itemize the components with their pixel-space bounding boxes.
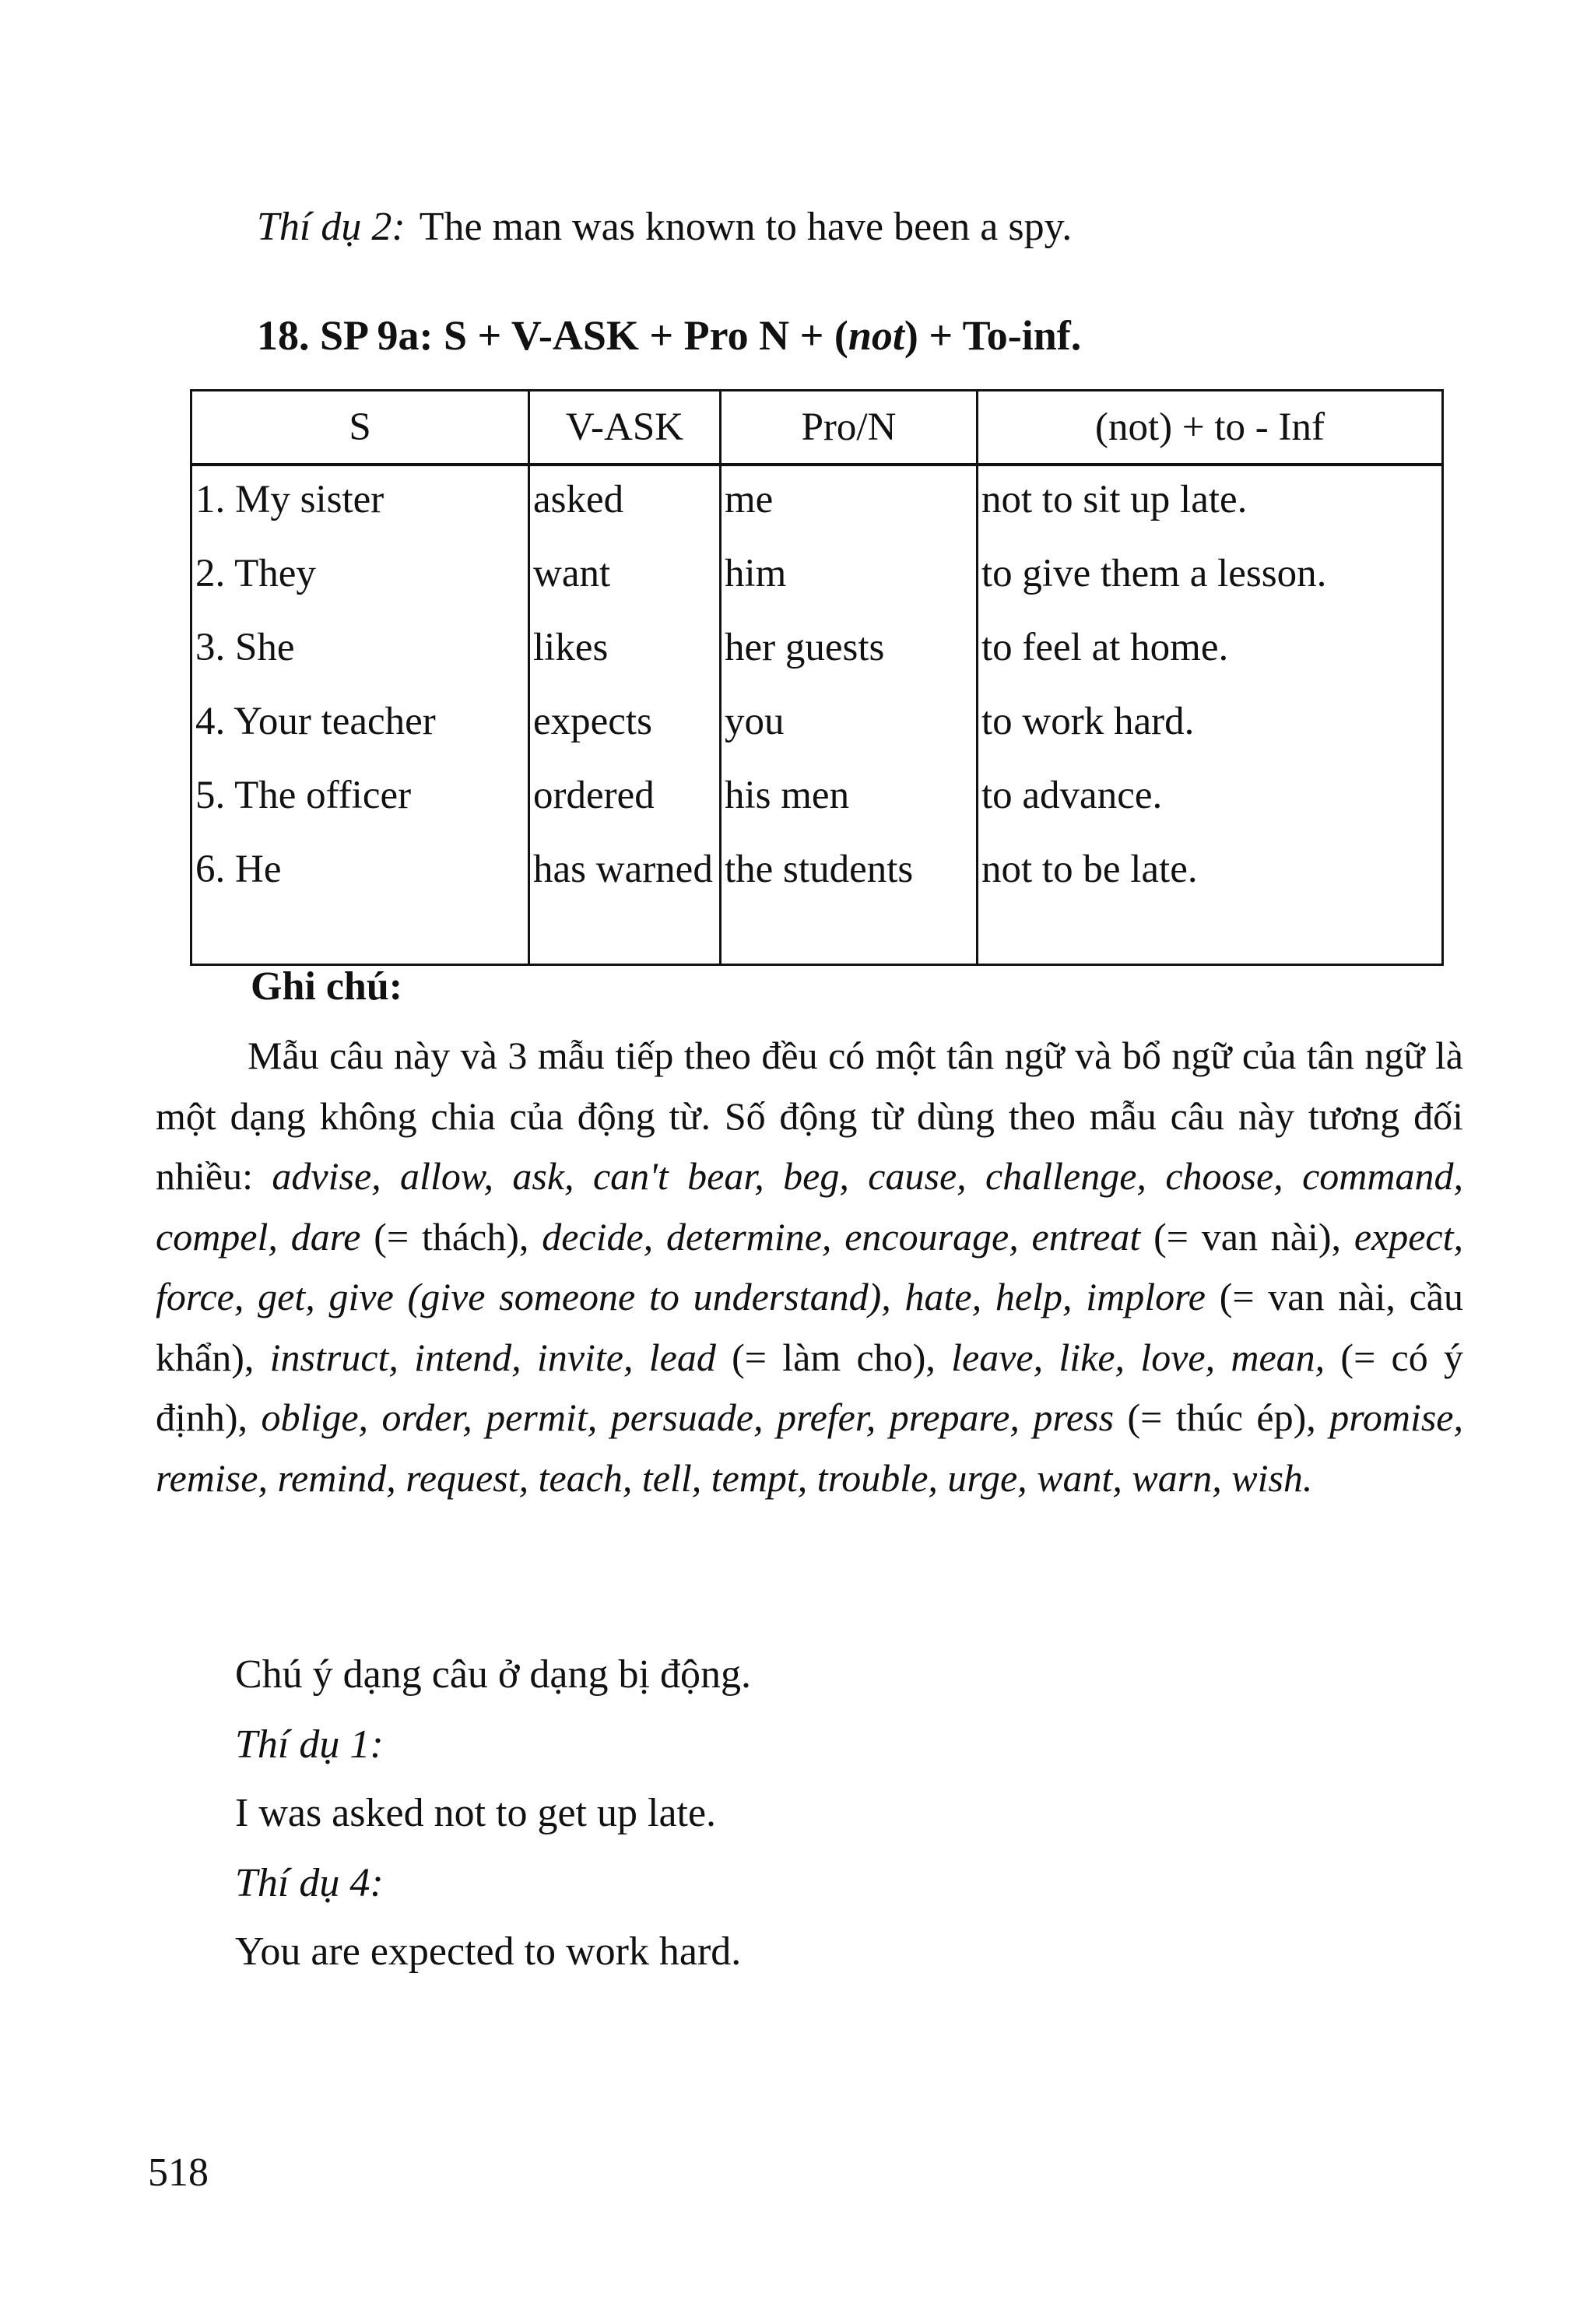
pattern-heading-suffix: ) + To-inf. [904, 312, 1082, 359]
verb-6: promise, remise, remind, request, teach, tell, tempt, trouble, urge, want, warn, wish. [156, 1395, 1464, 1500]
verb-5: oblige, order, permit, persuade, prefer, prepare, press [261, 1395, 1115, 1439]
table-cell: 1. My sister [191, 465, 529, 540]
example-1-label: Thí dụ 1: [235, 1722, 384, 1767]
table-cell: 3. She [191, 614, 529, 688]
verb-3: instruct, intend, invite, lead [269, 1335, 716, 1379]
table-cell: has warned [529, 836, 721, 965]
table-row [191, 465, 1443, 540]
column-header: S [191, 391, 529, 465]
verb-0: advise, allow, ask, can't bear, beg, cause, challenge, choose, command, compel, dare [156, 1154, 1464, 1259]
table-row [191, 762, 1443, 836]
table-cell: to advance. [978, 762, 1443, 836]
gloss-5: (= thúc ép), [1114, 1395, 1330, 1439]
table-cell: 2. They [191, 540, 529, 614]
verb-1: decide, determine, encourage, entreat [542, 1214, 1141, 1259]
table-row [191, 614, 1443, 688]
gloss-4: (= có ý định), [156, 1335, 1464, 1439]
note-intro: Mẫu câu này và 3 mẫu tiếp theo đều có một tân ngữ và bổ ngữ của tân ngữ là một dạng không chia của động từ. Số động từ dùng theo mẫu câu này tương đối nhiều: [156, 1034, 1463, 1198]
note-title: Ghi chú: [251, 964, 403, 1009]
example-2-label: Thí dụ 2: [257, 205, 406, 249]
table-cell: to work hard. [978, 688, 1443, 762]
table-row [191, 540, 1443, 614]
table-cell: not to sit up late. [978, 465, 1443, 540]
table-cell: him [721, 540, 978, 614]
table-cell: 4. Your teacher [191, 688, 529, 762]
table-cell: ordered [529, 762, 721, 836]
example-2 [257, 204, 1072, 250]
table-cell: me [721, 465, 978, 540]
pattern-heading-italic: not [848, 312, 904, 359]
table-cell: want [529, 540, 721, 614]
note-paragraph [156, 1026, 1463, 1508]
pattern-heading [257, 311, 1081, 360]
column-header: Pro/N [721, 391, 978, 465]
column-header: (not) + to - Inf [978, 391, 1443, 465]
gloss-3: (= làm cho), [715, 1335, 952, 1379]
table-cell: expects [529, 688, 721, 762]
table-cell: to give them a lesson. [978, 540, 1443, 614]
table-cell: his men [721, 762, 978, 836]
gloss-0: (= thách), [360, 1214, 542, 1259]
table-cell: 5. The officer [191, 762, 529, 836]
gloss-1: (= van nài), [1140, 1214, 1354, 1259]
example-2-text: The man was known to have been a spy. [419, 205, 1073, 249]
table-cell: likes [529, 614, 721, 688]
passive-note: Chú ý dạng câu ở dạng bị động. [235, 1652, 751, 1697]
column-header: V-ASK [529, 391, 721, 465]
table-cell: asked [529, 465, 721, 540]
example-1-text: I was asked not to get up late. [235, 1791, 717, 1835]
gloss-2: (= van nài, cầu khẩn), [156, 1275, 1463, 1379]
pattern-table [190, 389, 1444, 966]
table-row [191, 688, 1443, 762]
table-row [191, 836, 1443, 965]
verb-4: leave, like, love, mean, [951, 1335, 1325, 1379]
table-cell: 6. He [191, 836, 529, 965]
table-cell: the students [721, 836, 978, 965]
example-4-label: Thí dụ 4: [235, 1861, 384, 1905]
page-number: 518 [148, 2150, 209, 2195]
table-cell: her guests [721, 614, 978, 688]
example-4-text: You are expected to work hard. [235, 1929, 742, 1974]
table-cell: not to be late. [978, 836, 1443, 965]
table-cell: to feel at home. [978, 614, 1443, 688]
pattern-heading-prefix: 18. SP 9a: S + V-ASK + Pro N + ( [257, 312, 848, 359]
verb-2: expect, force, get, give (give someone to understand), hate, help, implore [156, 1214, 1464, 1318]
table-header-row [191, 391, 1443, 465]
table-cell: you [721, 688, 978, 762]
